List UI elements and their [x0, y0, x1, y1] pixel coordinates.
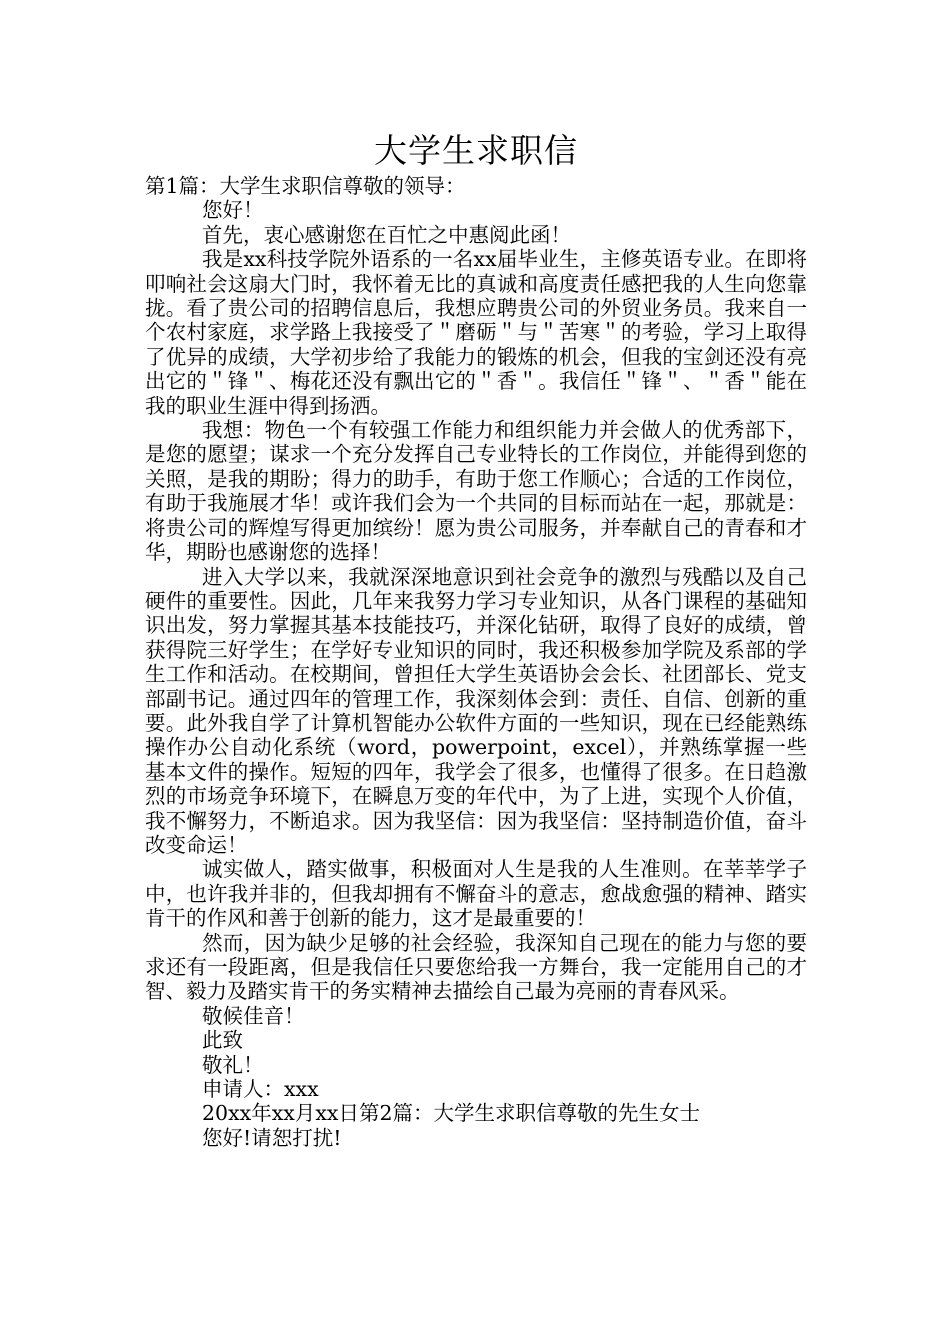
document-title: 大学生求职信 [374, 131, 578, 170]
paragraph: 申请人：xxx [202, 1077, 319, 1102]
document-body [145, 174, 807, 1150]
paragraph: 20xx年xx月xx日第2篇：大学生求职信尊敬的先生女士 [202, 1101, 700, 1126]
paragraph: 我想：物色一个有较强工作能力和组织能力并会做人的优秀部下，是您的愿望；谋求一个充分发挥自己专业特长的工作岗位，并能得到您的关照，是我的期盼；得力的助手，有助于您工作顺心；合适的工作岗位，有助于我施展才华！或许我们会为一个共同的目标而站在一起，那就是：将贵公司的辉煌写得更加缤纷！愿为贵公司服务，并奉献自己的青春和才华，期盼也感谢您的选择！ [145, 418, 807, 565]
paragraph: 首先，衷心感谢您在百忙之中惠阅此函！ [202, 222, 571, 247]
paragraph: 您好！ [202, 198, 264, 223]
paragraph: 进入大学以来，我就深深地意识到社会竞争的激烈与残酷以及自己硬件的重要性。因此，几年来我努力学习专业知识，从各门课程的基础知识出发，努力掌握其基本技能技巧，并深化钻研，取得了良好的成绩，曾获得院三好学生；在学好专业知识的同时，我还积极参加学院及系部的学生工作和活动。在校期间，曾担任大学生英语协会会长、社团部长、党支部副书记。通过四年的管理工作，我深刻体会到：责任、自信、创新的重要。此外我自学了计算机智能办公软件方面的一些知识，现在已经能熟练操作办公自动化系统（word，powerpoint，excel），并熟练掌握一些基本文件的操作。短短的四年，我学会了很多，也懂得了很多。在日趋激烈的市场竞争环境下，在瞬息万变的年代中，为了上进，实现个人价值，我不懈努力，不断追求。因为我坚信：因为我坚信：坚持制造价值，奋斗改变命运！ [145, 564, 807, 857]
paragraph: 敬候佳音！ [202, 1003, 305, 1028]
paragraph: 此致 [202, 1028, 243, 1053]
paragraph: 诚实做人，踏实做事，积极面对人生是我的人生准则。在莘莘学子中，也许我并非的，但我却拥有不懈奋斗的意志，愈战愈强的精神、踏实肯干的作风和善于创新的能力，这才是最重要的！ [145, 857, 807, 931]
paragraph: 然而，因为缺少足够的社会经验，我深知自己现在的能力与您的要求还有一段距离，但是我信任只要您给我一方舞台，我一定能用自己的才智、毅力及踏实肯干的务实精神去描绘自己最为亮丽的青春风采。 [145, 930, 807, 1004]
paragraph: 您好!请恕打扰! [202, 1125, 342, 1150]
section-heading-line: 第1篇：大学生求职信尊敬的领导： [145, 174, 466, 198]
paragraph: 敬礼！ [202, 1052, 264, 1077]
document-page [145, 128, 807, 1150]
paragraph: 我是xx科技学院外语系的一名xx届毕业生，主修英语专业。在即将叩响社会这扇大门时，我怀着无比的真诚和高度责任感把我的人生向您靠拢。看了贵公司的招聘信息后，我想应聘贵公司的外贸业务员。我来自一个农村家庭，求学路上我接受了＂磨砺＂与＂苦寒＂的考验，学习上取得了优异的成绩，大学初步给了我能力的锻炼的机会，但我的宝剑还没有亮出它的＂锋＂、梅花还没有飘出它的＂香＂。我信任＂锋＂、＂香＂能在我的职业生涯中得到扬洒。 [145, 247, 807, 418]
